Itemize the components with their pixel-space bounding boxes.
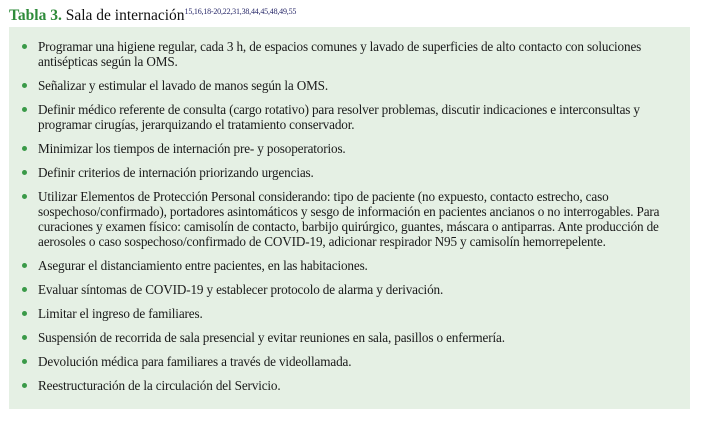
list-item — [19, 330, 680, 345]
list-item — [19, 258, 680, 273]
list-item-text: Señalizar y estimular el lavado de manos según la OMS. — [38, 78, 329, 93]
list-item-text: Suspensión de recorrida de sala presencial y evitar reuniones en sala, pasillos o enfermería. — [38, 330, 505, 345]
list-item-text: Reestructuración de la circulación del Servicio. — [38, 378, 281, 393]
bullet-icon — [22, 335, 27, 340]
bullet-icon — [22, 170, 27, 175]
list-item — [19, 165, 680, 180]
list-item-text: Minimizar los tiempos de internación pre- y posoperatorios. — [38, 141, 346, 156]
list-item-text: Limitar el ingreso de familiares. — [38, 306, 203, 321]
table-title — [9, 2, 296, 26]
recommendation-list — [9, 27, 690, 393]
list-item — [19, 282, 680, 297]
list-item — [19, 78, 680, 93]
bullet-icon — [22, 311, 27, 316]
list-item-text: Devolución médica para familiares a través de videollamada. — [38, 354, 352, 369]
list-item-text: Definir criterios de internación priorizando urgencias. — [38, 165, 314, 180]
bullet-icon — [22, 287, 27, 292]
bullet-icon — [22, 383, 27, 388]
list-item-text: Evaluar síntomas de COVID-19 y establecer protocolo de alarma y derivación. — [38, 282, 444, 297]
bullet-icon — [22, 107, 27, 112]
list-item-text: Utilizar Elementos de Protección Personal considerando: tipo de paciente (no expuesto, contacto estrecho, caso sospechoso/confirmado), portadores asintomáticos y sesgo de información en pacientes ancianos o no interrogables. Para curaciones y examen físico: camisolín de contacto, barbijo quirúrgico, guantes, máscara o antiparras. Ante producción de aerosoles o caso sospechoso/confirmado de COVID-19, adicionar respirador N95 y camisolín hemorrepelente. — [38, 189, 660, 249]
list-item-text: Programar una higiene regular, cada 3 h, de espacios comunes y lavado de superficies de alto contacto con soluciones antisépticas según la OMS. — [38, 39, 642, 69]
list-item — [19, 306, 680, 321]
list-item — [19, 102, 680, 132]
list-item — [19, 189, 680, 249]
list-item-text: Definir médico referente de consulta (cargo rotativo) para resolver problemas, discutir indicaciones e interconsultas y programar cirugías, jerarquizando el tratamiento conservador. — [38, 102, 640, 132]
list-item — [19, 39, 680, 69]
bullet-icon — [22, 83, 27, 88]
reference-superscript: 15,16,18-20,22,31,38,44,45,48,49,55 — [184, 7, 297, 16]
list-item-text: Asegurar el distanciamiento entre pacientes, en las habitaciones. — [38, 258, 368, 273]
bullet-icon — [22, 44, 27, 49]
list-item — [19, 141, 680, 156]
list-item — [19, 354, 680, 369]
bullet-icon — [22, 359, 27, 364]
table-number-label: Tabla 3. — [9, 7, 62, 24]
bullet-icon — [22, 194, 27, 199]
bullet-icon — [22, 263, 27, 268]
table-content-box — [9, 27, 690, 409]
bullet-icon — [22, 146, 27, 151]
table-name: Sala de internación — [65, 7, 185, 24]
list-item — [19, 378, 680, 393]
